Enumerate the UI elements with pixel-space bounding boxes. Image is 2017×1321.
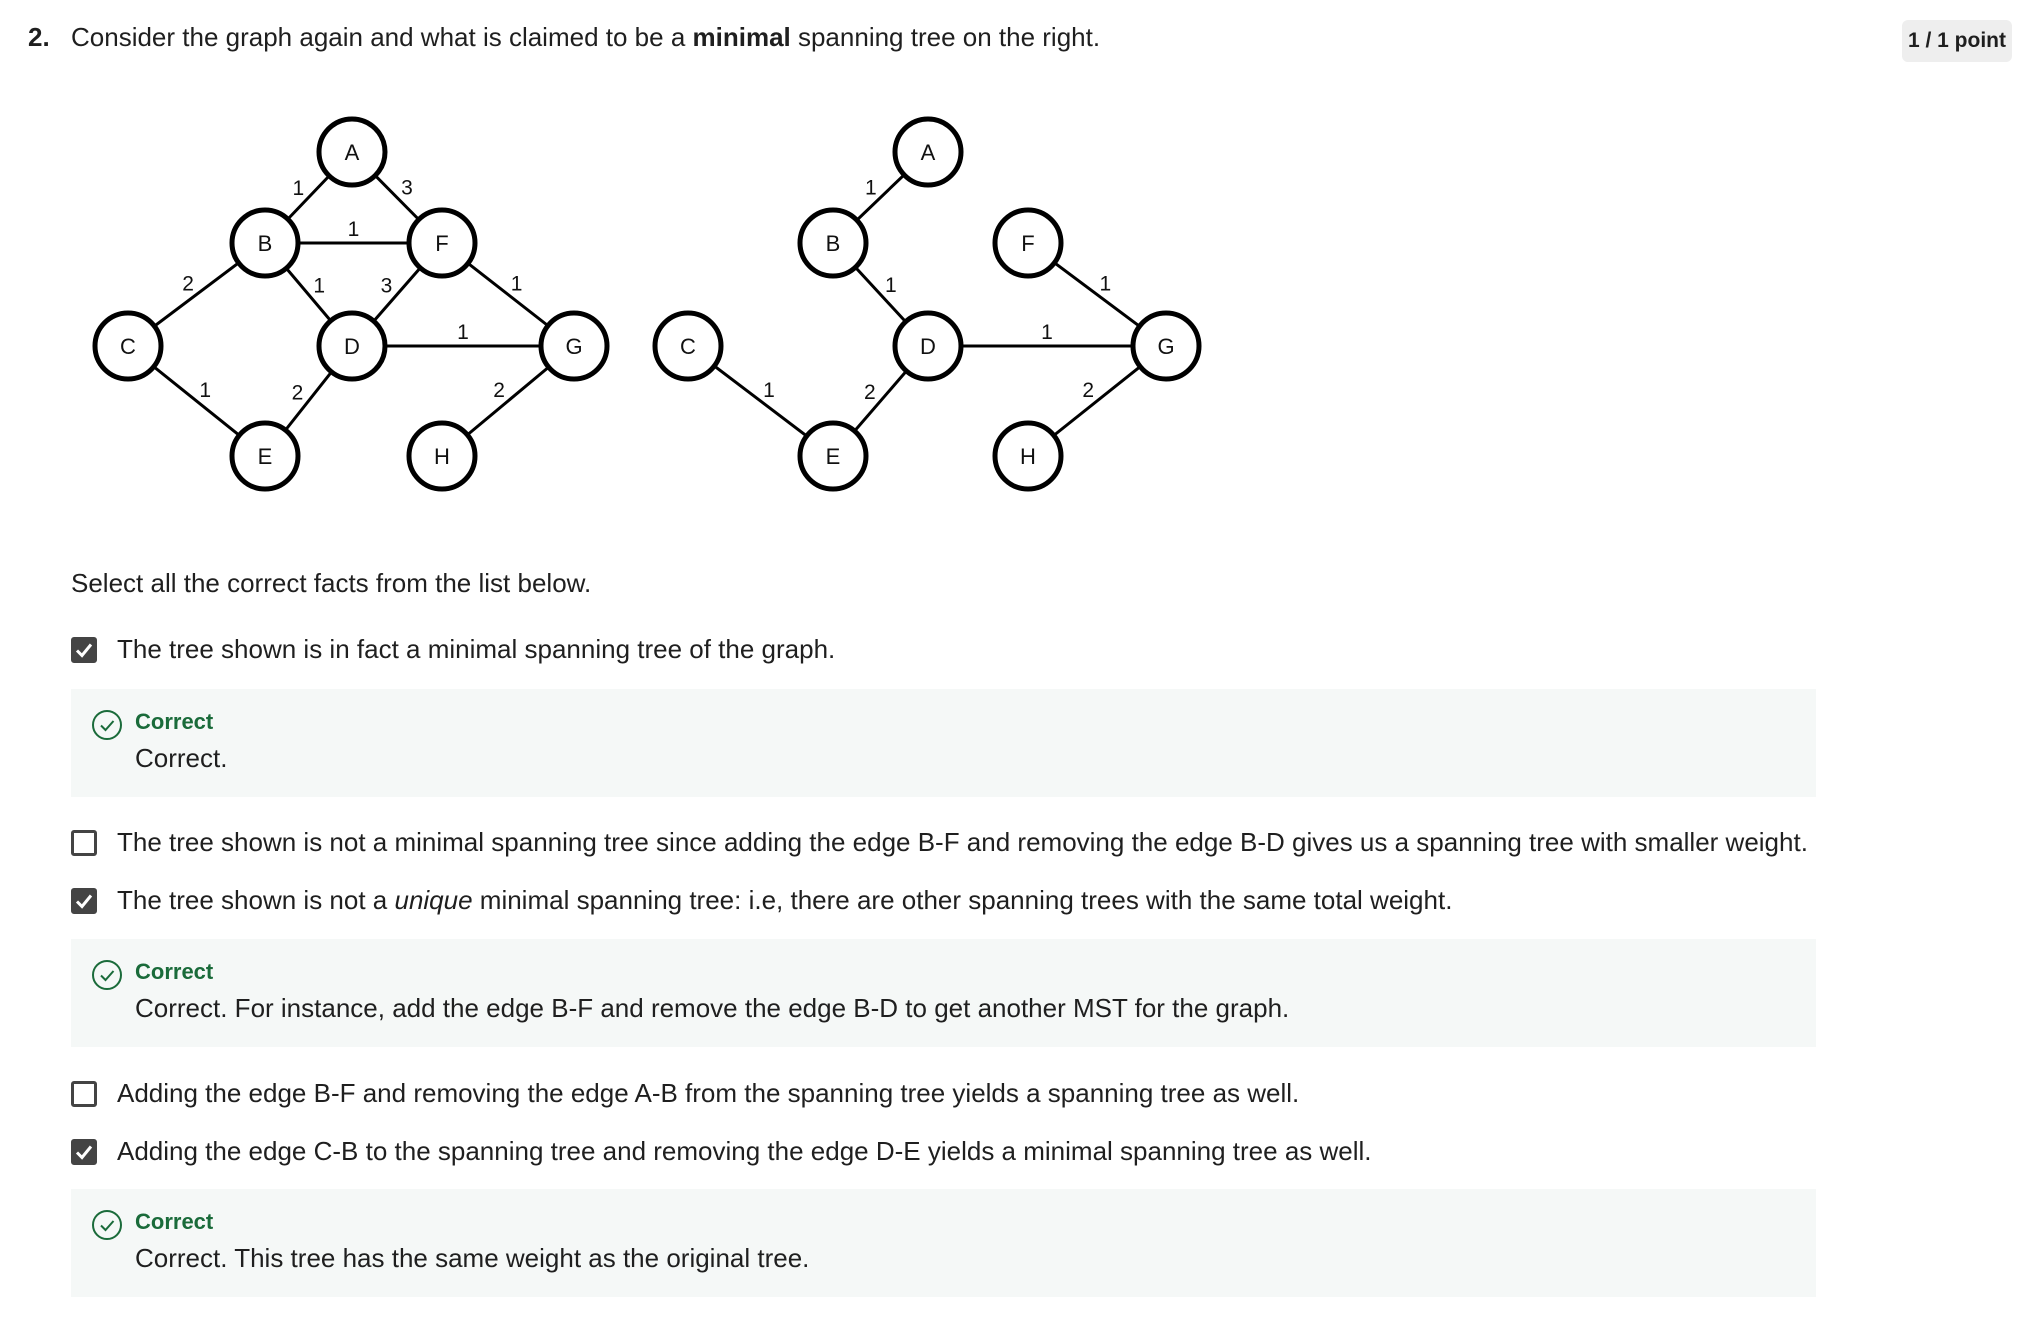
check-circle-icon xyxy=(91,1209,123,1246)
option-label-italic: unique xyxy=(394,885,473,915)
option-5[interactable] xyxy=(71,1136,1372,1167)
checkbox-checked-icon[interactable] xyxy=(71,637,97,663)
feedback-box-3 xyxy=(71,1189,1816,1297)
tree-edge-weight: 1 xyxy=(864,176,877,200)
graph-node-label: A xyxy=(344,140,360,165)
feedback-text: Correct. xyxy=(135,743,228,773)
option-label: The tree shown is not a minimal spanning tree since adding the edge B-F and removing the edge B-D gives us a spanning tree with smaller weight. xyxy=(117,827,1808,857)
tree-node-label: A xyxy=(920,140,936,165)
tree-edge-weight: 2 xyxy=(1082,379,1095,403)
graph-node-label: E xyxy=(257,444,273,469)
graph-node-label: G xyxy=(565,334,583,359)
graph-node-label: D xyxy=(344,334,360,359)
graph-edge-weight: 1 xyxy=(347,218,360,241)
prompt-text-end: spanning tree on the right. xyxy=(790,22,1101,52)
instruction-text: Select all the correct facts from the list below. xyxy=(71,568,592,598)
question-prompt xyxy=(71,22,1100,53)
graph-node-label: C xyxy=(120,334,136,359)
tree-node-label: B xyxy=(825,231,841,256)
checkbox-unchecked-icon[interactable] xyxy=(71,1081,97,1107)
tree-node-label: F xyxy=(1021,231,1035,256)
graph-edge-weight: 3 xyxy=(401,176,413,200)
graph-edge-weight: 1 xyxy=(457,321,469,344)
feedback-title: Correct xyxy=(135,1209,214,1234)
graph-node-label: H xyxy=(434,444,450,469)
graph-edge-weight: 2 xyxy=(182,272,194,296)
option-label-start: The tree shown is not a xyxy=(117,885,395,915)
tree-edge-weight: 1 xyxy=(1041,321,1053,344)
option-3[interactable] xyxy=(71,885,1452,916)
tree-node-label: C xyxy=(680,334,696,359)
feedback-text: Correct. This tree has the same weight as the original tree. xyxy=(135,1243,810,1273)
tree-node-label: D xyxy=(920,334,936,359)
question-number: 2. xyxy=(28,22,50,52)
tree-edge-weight: 1 xyxy=(763,378,775,402)
checkbox-checked-icon[interactable] xyxy=(71,888,97,914)
feedback-text: Correct. For instance, add the edge B-F and remove the edge B-D to get another MST for the graph. xyxy=(135,993,1290,1023)
feedback-title: Correct xyxy=(135,959,214,984)
graph-figure xyxy=(80,100,1230,510)
option-label: Adding the edge C-B to the spanning tree and removing the edge D-E yields a minimal spanning tree as well. xyxy=(117,1136,1372,1166)
feedback-box-1 xyxy=(71,689,1816,797)
feedback-box-2 xyxy=(71,939,1816,1047)
option-label xyxy=(117,885,1452,916)
check-circle-icon xyxy=(91,709,123,746)
option-4[interactable] xyxy=(71,1078,1299,1109)
prompt-text-start: Consider the graph again and what is claimed to be a xyxy=(71,22,693,52)
feedback-title: Correct xyxy=(135,709,214,734)
graph-edge-weight: 2 xyxy=(493,379,505,403)
tree-node-label: G xyxy=(1157,334,1175,359)
tree-edge-weight: 1 xyxy=(1099,272,1112,296)
graph-edge-weight: 1 xyxy=(510,272,523,296)
tree-edge-weight: 2 xyxy=(864,380,876,404)
graph-edge-weight: 3 xyxy=(380,274,393,298)
tree-node-label: E xyxy=(825,444,841,469)
prompt-bold-word: minimal xyxy=(692,22,791,52)
points-badge: 1 / 1 point xyxy=(1902,20,2012,62)
graph-edge-weight: 1 xyxy=(292,176,305,200)
graph-edge-weight: 2 xyxy=(291,381,304,405)
tree-edge-weight: 1 xyxy=(884,274,897,298)
checkbox-unchecked-icon[interactable] xyxy=(71,830,97,856)
tree-node-label: H xyxy=(1020,444,1036,469)
option-label: The tree shown is in fact a minimal spanning tree of the graph. xyxy=(117,634,836,664)
graph-node-label: B xyxy=(257,231,273,256)
check-circle-icon xyxy=(91,959,123,996)
graph-node-label: F xyxy=(435,231,449,256)
option-label-end: minimal spanning tree: i.e, there are other spanning trees with the same total weight. xyxy=(472,885,1453,915)
graph-edge-weight: 1 xyxy=(199,379,212,403)
graph-edge-weight: 1 xyxy=(313,274,326,298)
option-1[interactable] xyxy=(71,634,835,665)
checkbox-checked-icon[interactable] xyxy=(71,1139,97,1165)
option-2[interactable] xyxy=(71,827,1808,858)
option-label: Adding the edge B-F and removing the edge A-B from the spanning tree yields a spanning tree as well. xyxy=(117,1078,1300,1108)
